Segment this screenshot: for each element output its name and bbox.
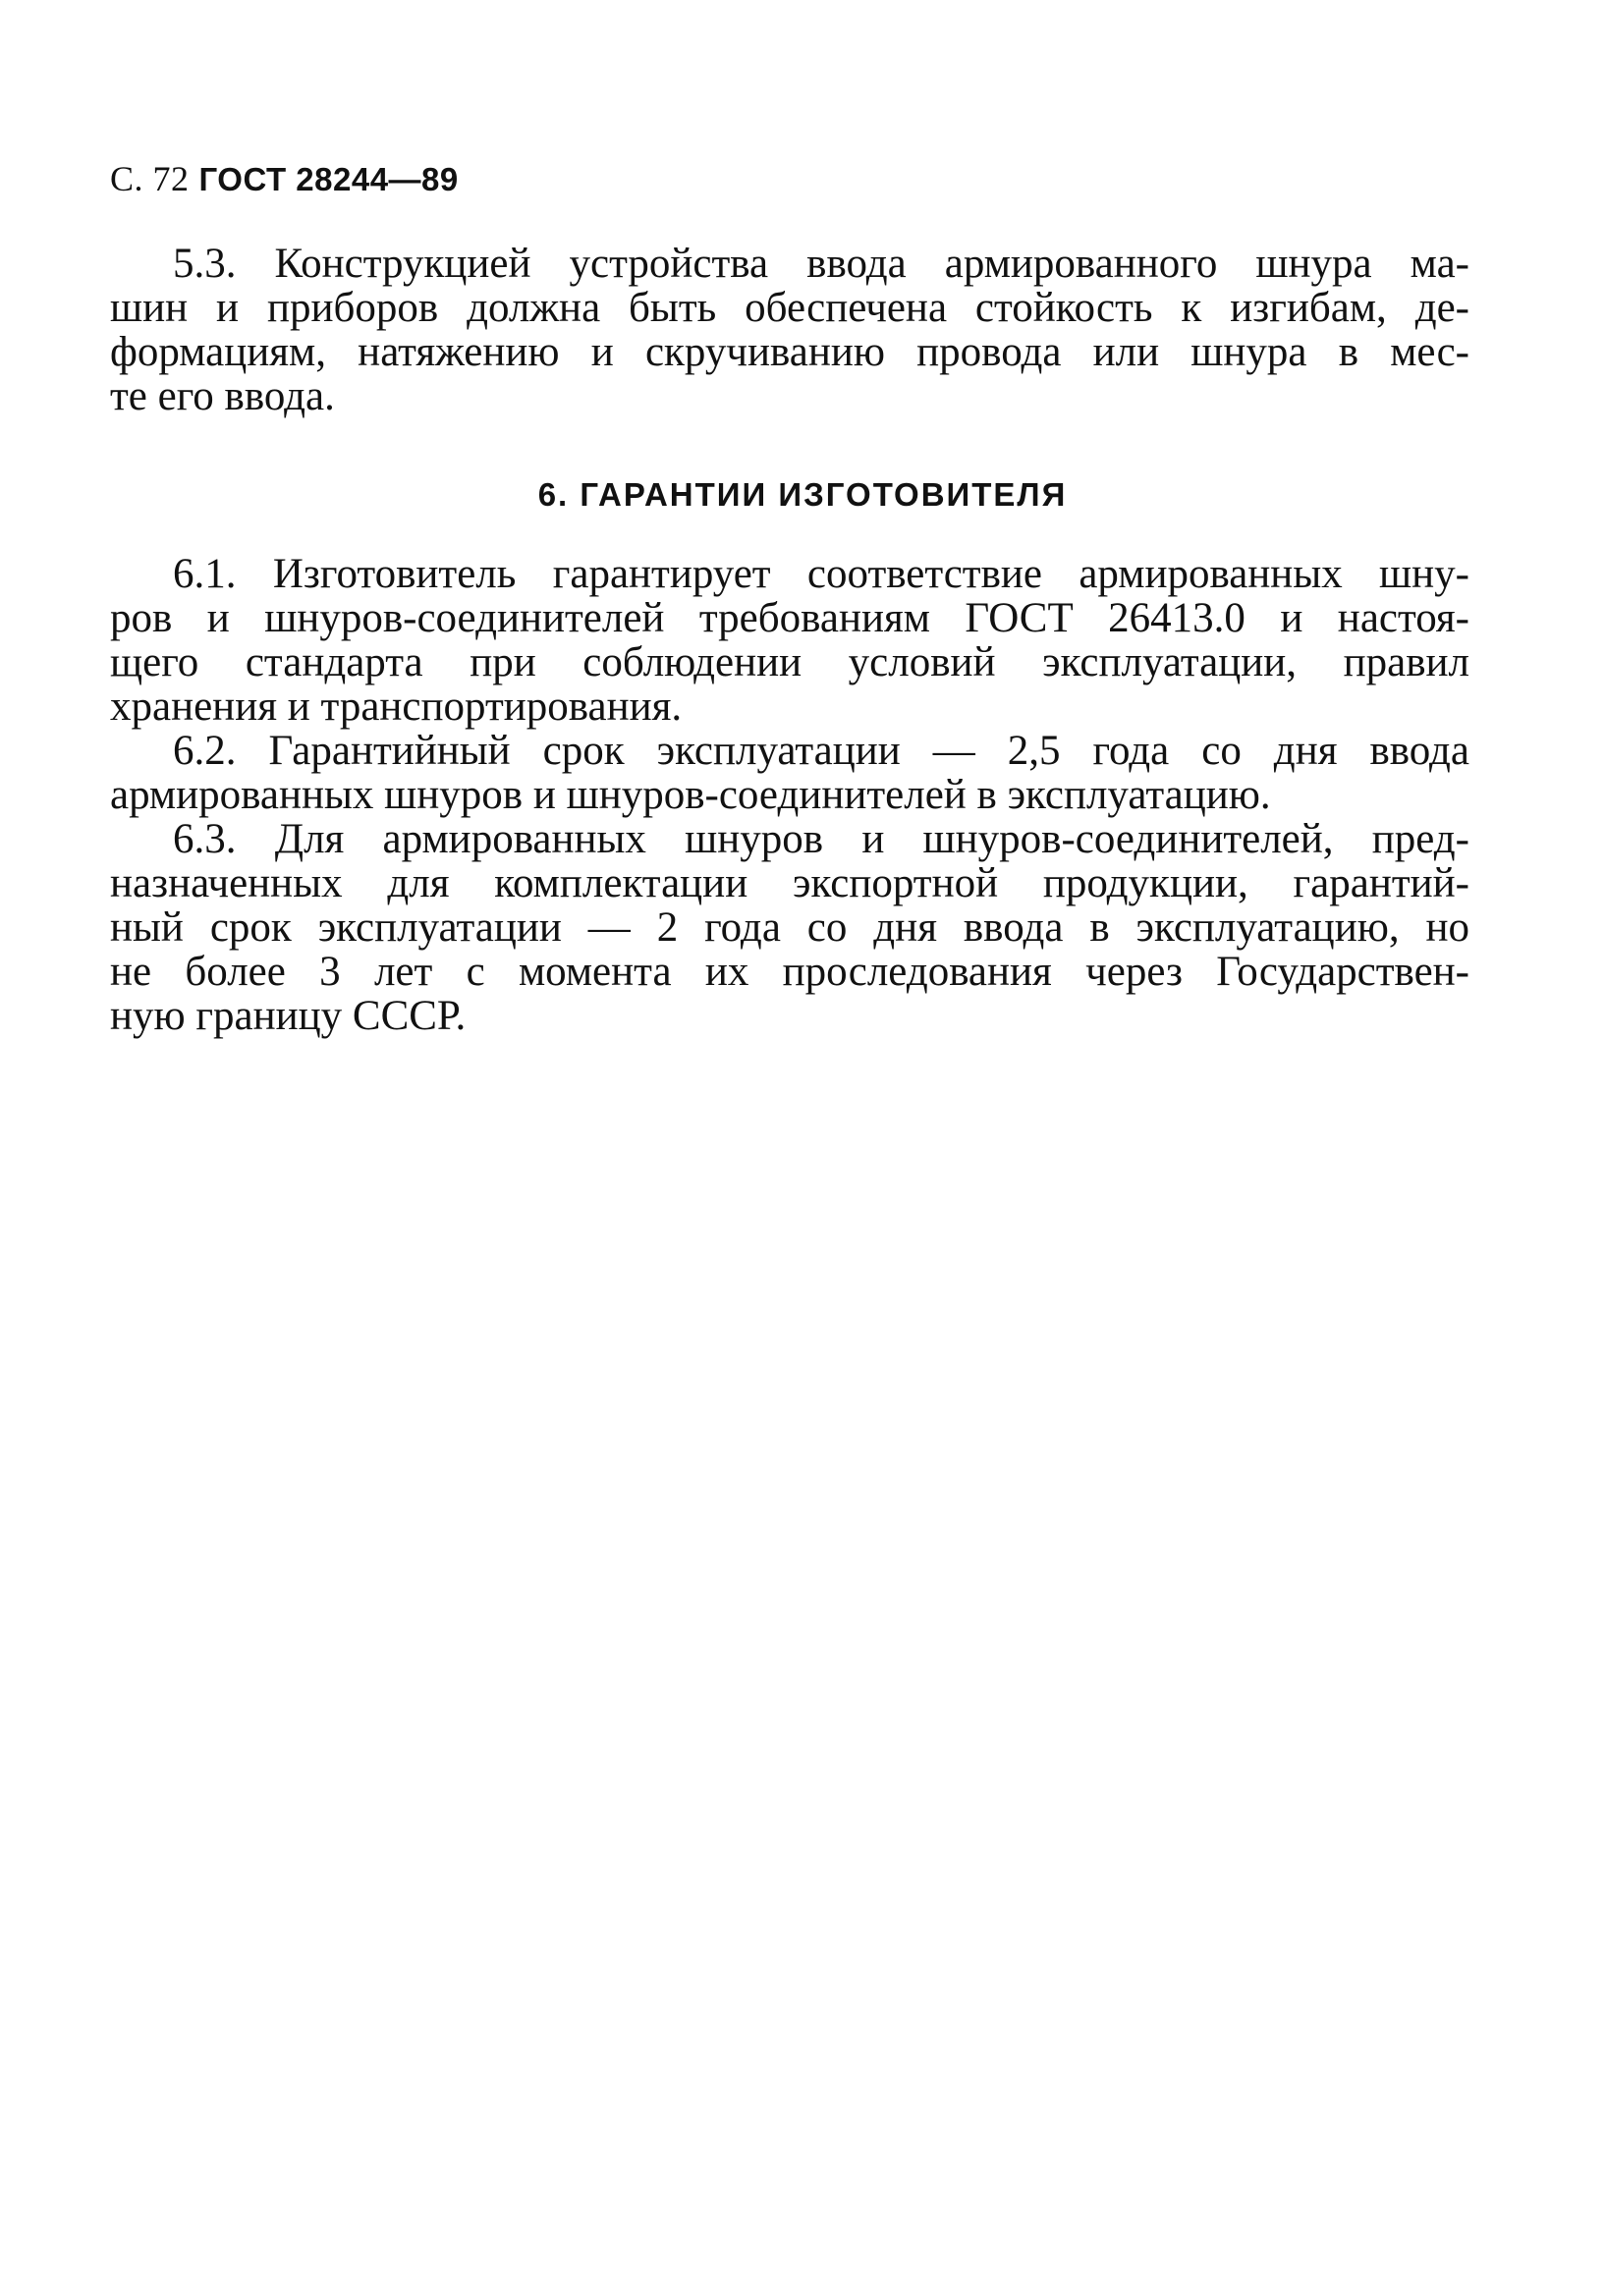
standard-designation: ГОСТ 28244—89 — [198, 161, 459, 197]
clause-6-3-line: ный срок эксплуатации — 2 года со дня ввода в эксплуатацию, но — [110, 904, 1469, 951]
clause-6-3-line: 6.3. Для армированных шнуров и шнуров-соединителей, пред- — [173, 816, 1469, 862]
clause-6-1-line: хранения и транспортирования. — [110, 683, 683, 730]
page-number: С. 72 — [110, 159, 190, 198]
running-head — [110, 157, 459, 201]
clause-6-3 — [110, 817, 1469, 1038]
clause-6-2-line: 6.2. Гарантийный срок эксплуатации — 2,5 года со дня ввода — [173, 728, 1469, 774]
section-6-heading: 6. ГАРАНТИИ ИЗГОТОВИТЕЛЯ — [537, 476, 1068, 513]
clause-6-1-line: щего стандарта при соблюдении условий эксплуатации, правил — [110, 639, 1469, 685]
clause-6-1-line: 6.1. Изготовитель гарантирует соответствие армированных шну- — [173, 551, 1469, 597]
clause-6-3-line: не более 3 лет с момента их проследования через Государствен- — [110, 949, 1469, 995]
clause-6-1-line: ров и шнуров-соединителей требованиям ГОСТ 26413.0 и настоя- — [110, 595, 1469, 641]
clause-6-3-line: назначенных для комплектации экспортной продукции, гарантий- — [110, 860, 1469, 906]
clause-6-1 — [110, 552, 1469, 729]
clause-5-3-line: шин и приборов должна быть обеспечена стойкость к изгибам, де- — [110, 285, 1469, 331]
clause-5-3 — [110, 242, 1469, 418]
clause-6-2 — [110, 729, 1469, 817]
clause-6-2-line: армированных шнуров и шнуров-соединителей в эксплуатацию. — [110, 772, 1271, 818]
clause-5-3-line: те его ввода. — [110, 373, 335, 419]
clause-5-3-line: 5.3. Конструкцией устройства ввода армированного шнура ма- — [173, 241, 1469, 287]
clause-6-3-line: ную границу СССР. — [110, 993, 467, 1039]
clause-5-3-line: формациям, натяжению и скручиванию провода или шнура в мес- — [110, 329, 1469, 375]
